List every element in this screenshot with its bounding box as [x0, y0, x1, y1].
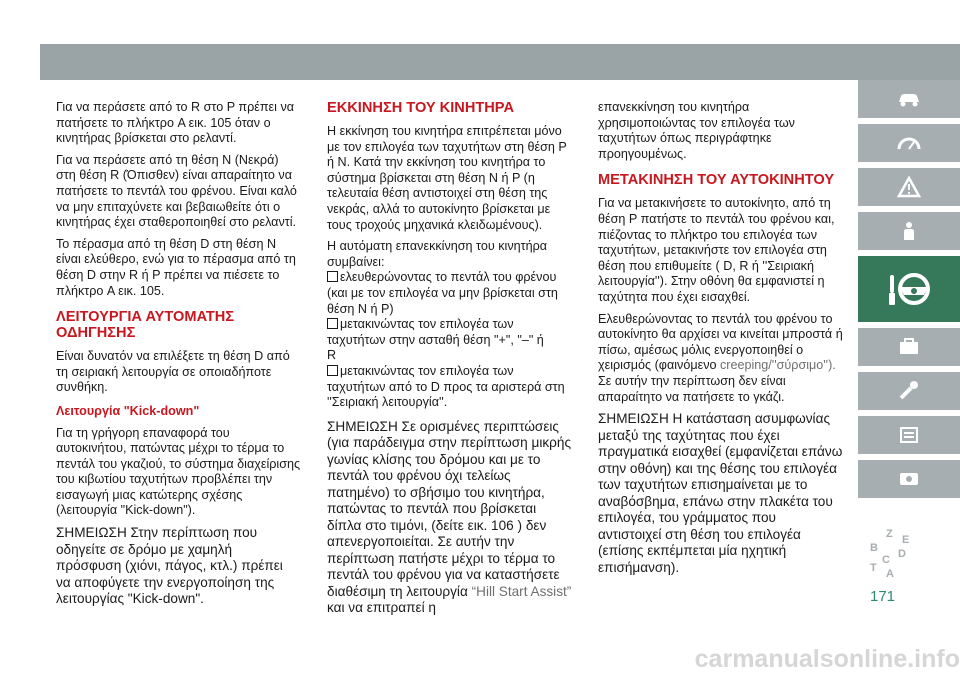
multimedia-icon	[897, 468, 921, 490]
bullet-item: μετακινώντας τον επιλογέα των ταχυτήτων από το D προς τα αριστερά στη ''Σειριακή λειτουργία''.	[327, 363, 565, 410]
paragraph: Η αυτόματη επανεκκίνηση του κινητήρα συμβαίνει:	[327, 239, 548, 269]
paragraph: Το πέρασμα από τη θέση D στη θέση N είναι ελεύθερο, ενώ για το πέρασμα από τη θέση D στην R ή P πρέπει να πιέσετε το πλήκτρο A εικ. 105.	[56, 236, 296, 298]
index-letters: Z E B D C T A	[870, 528, 910, 580]
column-3	[598, 100, 843, 582]
page-number: 171	[870, 588, 896, 605]
toolbox-icon	[897, 336, 921, 358]
note: ΣΗΜΕΙΩΣΗ Σε ορισμένες περιπτώσεις (για παράδειγμα στην περίπτωση μικρής γωνίας κλίσης του δρόμου και με το πεντάλ του φρένου όχι τελείως πατημένο) το σβήσιμο του κινητήρα, πατώντας το πεντάλ που βρίσκεται δίπλα στο τιμόνι, (δείτε εικ. 106 ) δεν απενεργοποιείται. Σε αυτήν την περίπτωση πατήστε μέχρι το τέρμα το πεντάλ του φρένου για να καταστήσετε διαθέσιμη τη λειτουργία “Hill Start Assist” και να επιτραπεί η	[327, 418, 572, 616]
column-1	[56, 100, 301, 614]
paragraph: Ελευθερώνοντας το πεντάλ του φρένου το αυτοκίνητο θα αρχίσει να κινείται μπροστά ή πίσω, αμέσως μόλις ενεργοποιηθεί ο χειρισμός (φαινόμενο creeping/''σύρσιμο''). Σε αυτήν την περίπτωση δεν είναι απαραίτητο να πατήσετε το γκάζι.	[598, 311, 843, 404]
section-tab[interactable]	[858, 328, 960, 366]
bullet-item: μετακινώντας τον επιλογέα των ταχυτήτων στην ασταθή θέση "+", "–" ή R	[327, 317, 544, 363]
dashboard-icon	[897, 133, 921, 153]
section-tab[interactable]	[858, 372, 960, 410]
section-tab[interactable]	[858, 460, 960, 498]
seatbelt-icon	[898, 220, 920, 242]
column-2	[327, 100, 572, 623]
section-tab[interactable]	[858, 416, 960, 454]
creeping-term: creeping/''σύρσιμο'').	[720, 358, 836, 373]
section-tab[interactable]	[858, 124, 960, 162]
checkbox-bullet-icon	[327, 365, 338, 376]
section-tab-driving-active[interactable]	[858, 256, 960, 322]
section-heading-automatic-mode: ΛΕΙΤΟΥΡΓΙΑ ΑΥΤΟΜΑΤΗΣ ΟΔΗΓΗΣΗΣ	[56, 309, 235, 342]
paragraph: επανεκκίνηση του κινητήρα χρησιμοποιώντας τον επιλογέα των ταχυτήτων όπως περιγράφτηκε προηγουμένως.	[598, 100, 795, 161]
paragraph: Η εκκίνηση του κινητήρα επιτρέπεται μόνο με τον επιλογέα των ταχυτήτων στη θέση P ή N. Κατά την εκκίνηση του κινητήρα το σύστημα βρίσκεται στη θέση N ή P (η τελευταία θέση αντιστοιχεί στη θέση της νεκράς, αλλά το αυτοκίνητο βρίσκεται με τους τροχούς μηχανικά κλειδωμένους).	[327, 124, 567, 232]
header-band	[40, 44, 960, 80]
section-heading-engine-start: ΕΚΚΙΝΗΣΗ ΤΟΥ ΚΙΝΗΤΗΡΑ	[327, 100, 514, 116]
bullet-item: ελευθερώνοντας το πεντάλ του φρένου (και με τον επιλογέα να μην βρίσκεται στη θέση N ή P)	[327, 270, 558, 316]
section-heading-moving-vehicle: ΜΕΤΑΚΙΝΗΣΗ ΤΟΥ ΑΥΤΟΚΙΝΗΤΟΥ	[598, 172, 835, 189]
paragraph: Για να περάσετε από το R στο P πρέπει να πατήσετε το πλήκτρο A εικ. 105 όταν ο κινητήρας βρίσκεται στο ρελαντί.	[56, 100, 295, 146]
section-tab[interactable]	[858, 80, 960, 118]
subheading-kick-down: Λειτουργία "Kick-down"	[56, 403, 200, 418]
section-tab[interactable]	[858, 168, 960, 206]
specifications-icon	[897, 424, 921, 446]
section-tabs	[858, 80, 960, 600]
hill-start-assist-term: “Hill Start Assist”	[471, 583, 572, 599]
warning-icon	[897, 176, 921, 198]
paragraph: Είναι δυνατόν να επιλέξετε τη θέση D από τη σειριακή λειτουργία σε οποιαδήποτε συνθήκη.	[56, 349, 290, 395]
car-icon	[896, 89, 922, 109]
note: ΣΗΜΕΙΩΣΗ Η κατάσταση ασυμφωνίας μεταξύ της ταχύτητας που έχει πραγματικά εισαχθεί (εμφανίζεται επάνω στην οθόνη) και της θέσης του επιλογέα των ταχυτήτων επισημαίνεται με το αναβόσβημα, επάνω στην πλακέτα του επιλογέα, του γράμματος που αντιστοιχεί στη θέση του επιλογέα (επίσης εκπέμπεται μία ηχητική επισήμανση).	[598, 411, 843, 575]
steering-wheel-key-icon	[886, 269, 932, 309]
checkbox-bullet-icon	[327, 271, 338, 282]
section-tab[interactable]	[858, 212, 960, 250]
paragraph: Για να μετακινήσετε το αυτοκίνητο, από τη θέση P πατήστε το πεντάλ του φρένου και, πιέζοντας το πλήκτρο του επιλογέα των ταχυτήτων, μετακινήστε τον επιλογέα στη θέση που επιθυμείτε ( D, R ή ''Σειριακή λειτουργία''). Στην οθόνη θα εμφανιστεί η ταχύτητα που έχει εισαχθεί.	[598, 196, 835, 304]
checkbox-bullet-icon	[327, 318, 338, 329]
wrench-icon	[897, 380, 921, 402]
note: ΣΗΜΕΙΩΣΗ Στην περίπτωση που οδηγείτε σε δρόμο με χαμηλή πρόσφυση (χιόνι, πάγος, κτλ.) πρέπει να αποφύγετε την ενεργοποίηση της λειτουργίας "Kick-down".	[56, 525, 283, 607]
paragraph: Για τη γρήγορη επαναφορά του αυτοκινήτου, πατώντας μέχρι το τέρμα το πεντάλ του γκαζιού, το σύστημα διαχείρισης του κιβωτίου ταχυτήτων προβλέπει την εισαγωγή μιας κατώτερης σχέσης (λειτουργία "Kick-down").	[56, 425, 301, 518]
watermark: carmanualsonline.info	[694, 645, 960, 673]
paragraph: Για να περάσετε από τη θέση N (Νεκρά) στη θέση R (Όπισθεν) είναι απαραίτητο να πατήσετε το πεντάλ του φρένου. Είναι καλό να μην επιταχύνετε και βεβαιωθείτε ότι ο κινητήρας έχει σταθεροποιηθεί στο ρελαντί.	[56, 152, 297, 230]
